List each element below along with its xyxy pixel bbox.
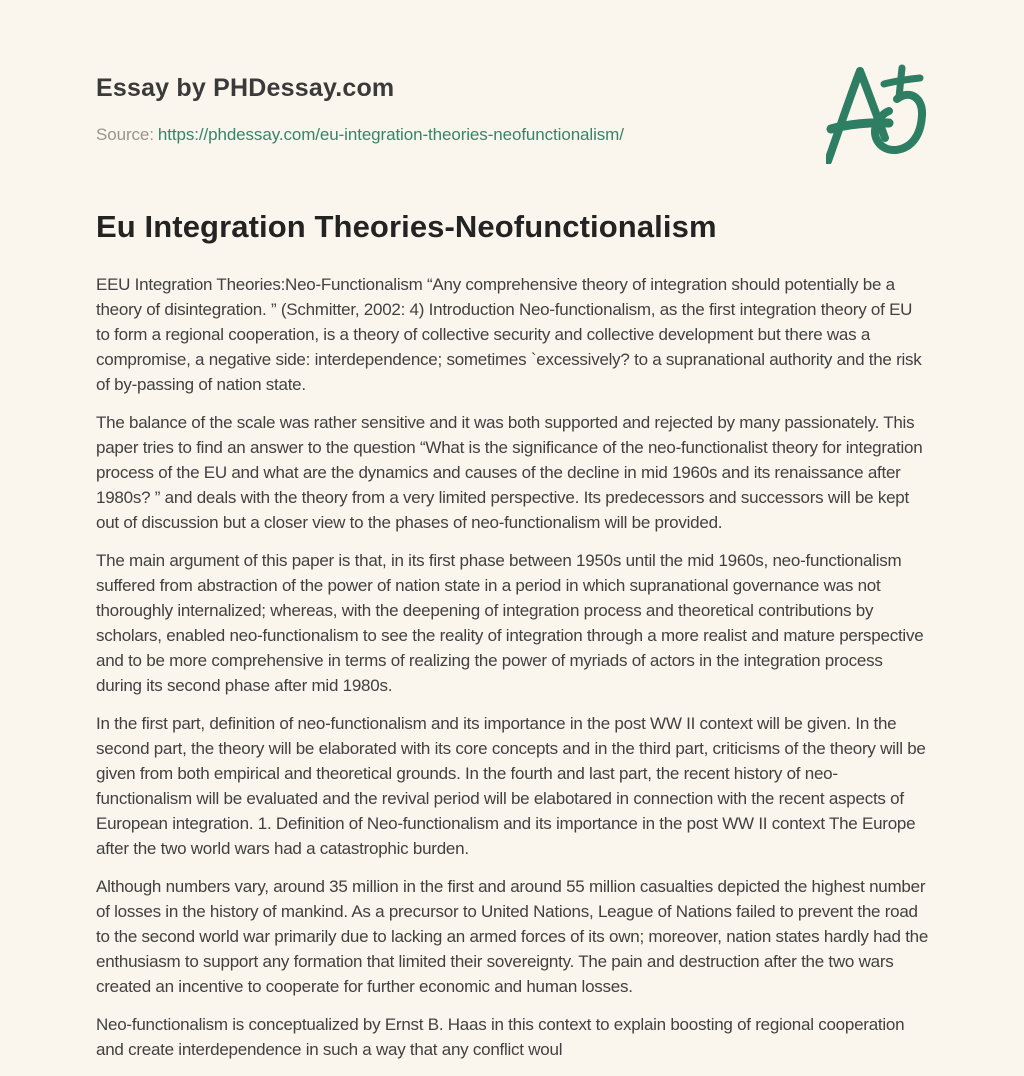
source-link[interactable]: https://phdessay.com/eu-integration-theories-neofunctionalism/ xyxy=(157,125,624,144)
paragraph-1: EEU Integration Theories:Neo-Functionalism “Any comprehensive theory of integration should potentially be a theory of disintegration. ” (Schmitter, 2002: 4) Introduction Neo-functionalism, as the first integration theory of EU to form a regional cooperation, is a theory of collective security and collective development but there was a compromise, a negative side: interdependence; sometimes `excessively? to a supranational authority and the risk of by-passing of nation state. xyxy=(96,275,922,394)
paragraph-5: Although numbers vary, around 35 million in the first and around 55 million casualties depicted the highest number of losses in the history of mankind. As a precursor to United Nations, League of Nations failed to prevent the road to the second world war primarily due to lacking an armed forces of its own; moreover, nation states hardly had the enthusiasm to support any formation that limited their sovereignty. The pain and destruction after the two wars created an incentive to cooperate for further economic and human losses. xyxy=(96,877,929,996)
essay-title: Eu Integration Theories-Neofunctionalism xyxy=(96,209,717,244)
paragraph-3: The main argument of this paper is that, in its first phase between 1950s until the mid 1960s, neo-functionalism suffered from abstraction of the power of nation state in a period in which supranational governance was not thoroughly internalized; whereas, with the deepening of integration process and theoretical contributions by scholars, enabled neo-functionalism to see the reality of integration through a more realist and mature perspective and to be more comprehensive in terms of realizing the power of myriads of actors in the integration process during its second phase after mid 1980s. xyxy=(96,551,924,695)
source-line xyxy=(96,125,930,145)
source-label: Source: xyxy=(96,125,154,144)
phdessay-a-plus-logo-icon xyxy=(826,62,936,164)
essay-body xyxy=(96,272,930,1062)
paragraph-6: Neo-functionalism is conceptualized by Ernst B. Haas in this context to explain boosting of regional cooperation and create interdependence in such a way that any conflict woul xyxy=(96,1015,905,1059)
paragraph-4: In the first part, definition of neo-functionalism and its importance in the post WW II context will be given. In the second part, the theory will be elaborated with its core concepts and in the third part, criticisms of the theory will be given from both empirical and theoretical grounds. In the fourth and last part, the recent history of neo-functionalism will be evaluated and the revival period will be elabotared in connection with the recent aspects of European integration. 1. Definition of Neo-functionalism and its importance in the post WW II context The Europe after the two world wars had a catastrophic burden. xyxy=(96,714,926,858)
paragraph-2: The balance of the scale was rather sensitive and it was both supported and rejected by many passionately. This paper tries to find an answer to the question “What is the significance of the neo-functionalist theory for integration process of the EU and what are the dynamics and causes of the decline in mid 1960s and its renaissance after 1980s? ” and deals with the theory from a very limited perspective. Its predecessors and successors will be kept out of discussion but a closer view to the phases of neo-functionalism will be provided. xyxy=(96,413,923,532)
brand-title: Essay by PHDessay.com xyxy=(96,74,395,102)
